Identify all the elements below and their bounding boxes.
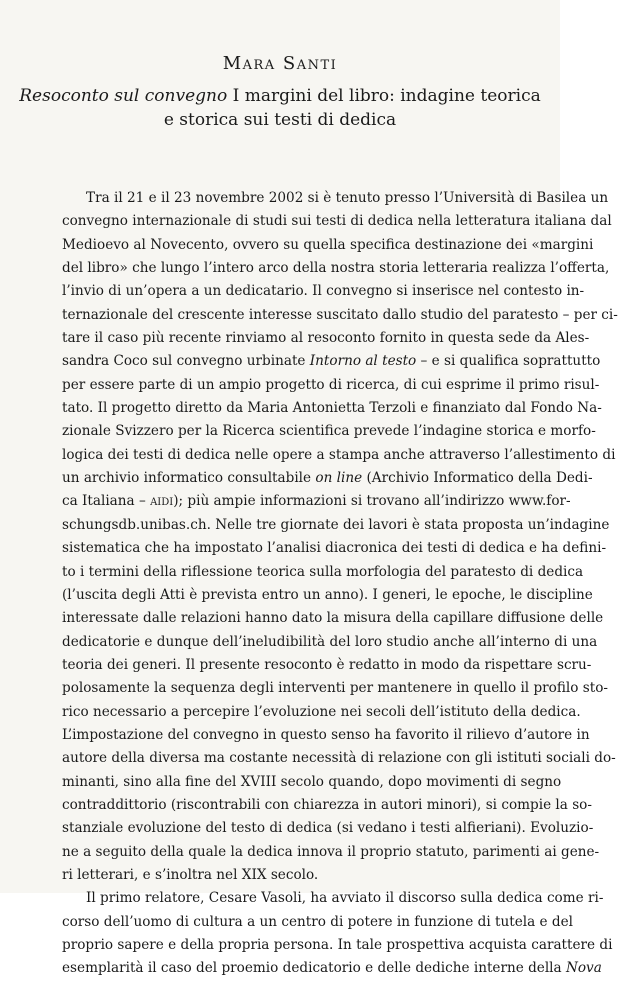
body-line: l’invio di un’opera a un dedicatario. Il convegno si inserisce nel contesto in-	[62, 283, 585, 300]
body-line: (l’uscita degli Atti è prevista entro un anno). I generi, le epoche, le discipline	[62, 586, 593, 603]
acronym-aidi: aidi	[150, 493, 174, 510]
body-line: logica dei testi di dedica nelle opere a stampa anche attraverso l’allestimento di	[62, 446, 616, 463]
article-title-line-2: e storica sui testi di dedica	[163, 110, 397, 130]
body-text: – e si qualifica soprattutto	[416, 353, 601, 370]
body-line: del libro» che lungo l’intero arco della nostra storia letteraria realizza l’offerta,	[62, 260, 610, 277]
body-line: L’impostazione del convegno in questo senso ha favorito il rilievo d’autore in	[62, 726, 590, 743]
italic-term: on line	[315, 470, 363, 487]
body-text: ); più ampie informazioni si trovano all’indirizzo www.for-	[173, 493, 571, 510]
body-line: sistematica che ha impostato l’analisi diacronica dei testi di dedica e ha defini-	[62, 540, 607, 557]
body-line: stanziale evoluzione del testo di dedica (si vedano i testi alfieriani). Evoluzio-	[62, 820, 594, 837]
body-line: contraddittorio (riscontrabili con chiarezza in autori minori), si compie la so-	[62, 796, 592, 813]
article-header	[0, 52, 560, 132]
body-text: (Archivio Informatico della Dedi-	[362, 470, 593, 487]
body-text: ca Italiana –	[62, 493, 151, 510]
body-line: teoria dei generi. Il presente resoconto è redatto in modo da rispettare scru-	[62, 656, 592, 673]
body-line: zionale Svizzero per la Ricerca scientifica prevede l’indagine storica e morfo-	[62, 423, 596, 440]
body-line: ne a seguito della quale la dedica innova il proprio statuto, parimenti ai gene-	[62, 843, 600, 860]
body-text: esemplarità il caso del proemio dedicatorio e delle dediche interne della	[62, 960, 566, 977]
body-line: to i termini della riflessione teorica sulla morfologia del paratesto di dedica	[62, 563, 584, 580]
body-line: corso dell’uomo di cultura a un centro di potere in funzione di tutela e del	[62, 913, 573, 930]
title-main-part: I margini del libro: indagine teorica	[227, 86, 541, 106]
article-body	[62, 187, 618, 981]
body-line: dedicatorie e dunque dell’ineludibilità del loro studio anche all’interno di una	[62, 633, 598, 650]
body-line	[62, 957, 602, 980]
body-line: Il primo relatore, Cesare Vasoli, ha avviato il discorso sulla dedica come ri-	[86, 890, 604, 907]
article-title	[0, 84, 560, 108]
body-line: ri letterari, e s’inoltra nel XIX secolo.	[62, 866, 319, 883]
body-line: Medioevo al Novecento, ovvero su quella specifica destinazione dei «margini	[62, 236, 594, 253]
body-line: proprio sapere e della propria persona. In tale prospettiva acquista carattere di	[62, 937, 613, 953]
body-line: autore della diversa ma costante necessità di relazione con gli istituti sociali do-	[62, 750, 616, 767]
body-line	[62, 350, 601, 373]
body-line	[62, 467, 593, 490]
italic-book-title: Intorno al testo	[309, 353, 417, 370]
author-name: Mara Santi	[222, 53, 338, 74]
italic-word: Nova	[565, 960, 602, 977]
body-line: ternazionale del crescente interesse suscitato dallo studio del paratesto – per ci-	[62, 306, 618, 323]
body-line: per essere parte di un ampio progetto di ricerca, di cui esprime il primo risul-	[62, 376, 600, 393]
body-text: sandra Coco sul convegno urbinate	[62, 353, 310, 370]
body-line: Tra il 21 e il 23 novembre 2002 si è tenuto presso l’Università di Basilea un	[86, 190, 609, 206]
body-line: schungsdb.unibas.ch. Nelle tre giornate dei lavori è stata proposta un’indagine	[62, 516, 610, 533]
title-italic-part: Resoconto sul convegno	[19, 86, 228, 106]
body-line: polosamente la sequenza degli interventi per mantenere in quello il profilo sto-	[62, 680, 608, 697]
body-line: interessate dalle relazioni hanno dato la misura della capillare diffusione delle	[62, 610, 604, 627]
body-line: rico necessario a percepire l’evoluzione nei secoli dell’istituto della dedica.	[62, 703, 581, 720]
body-line	[62, 490, 571, 513]
body-line: minanti, sino alla fine del XVIII secolo quando, dopo movimenti di segno	[62, 773, 562, 790]
body-line: tato. Il progetto diretto da Maria Antonietta Terzoli e finanziato dal Fondo Na-	[62, 400, 602, 417]
body-line: tare il caso più recente rinviamo al resoconto fornito in questa sede da Ales-	[62, 330, 590, 347]
body-line: convegno internazionale di studi sui testi di dedica nella letteratura italiana dal	[62, 213, 612, 230]
body-text: un archivio informatico consultabile	[62, 470, 316, 487]
